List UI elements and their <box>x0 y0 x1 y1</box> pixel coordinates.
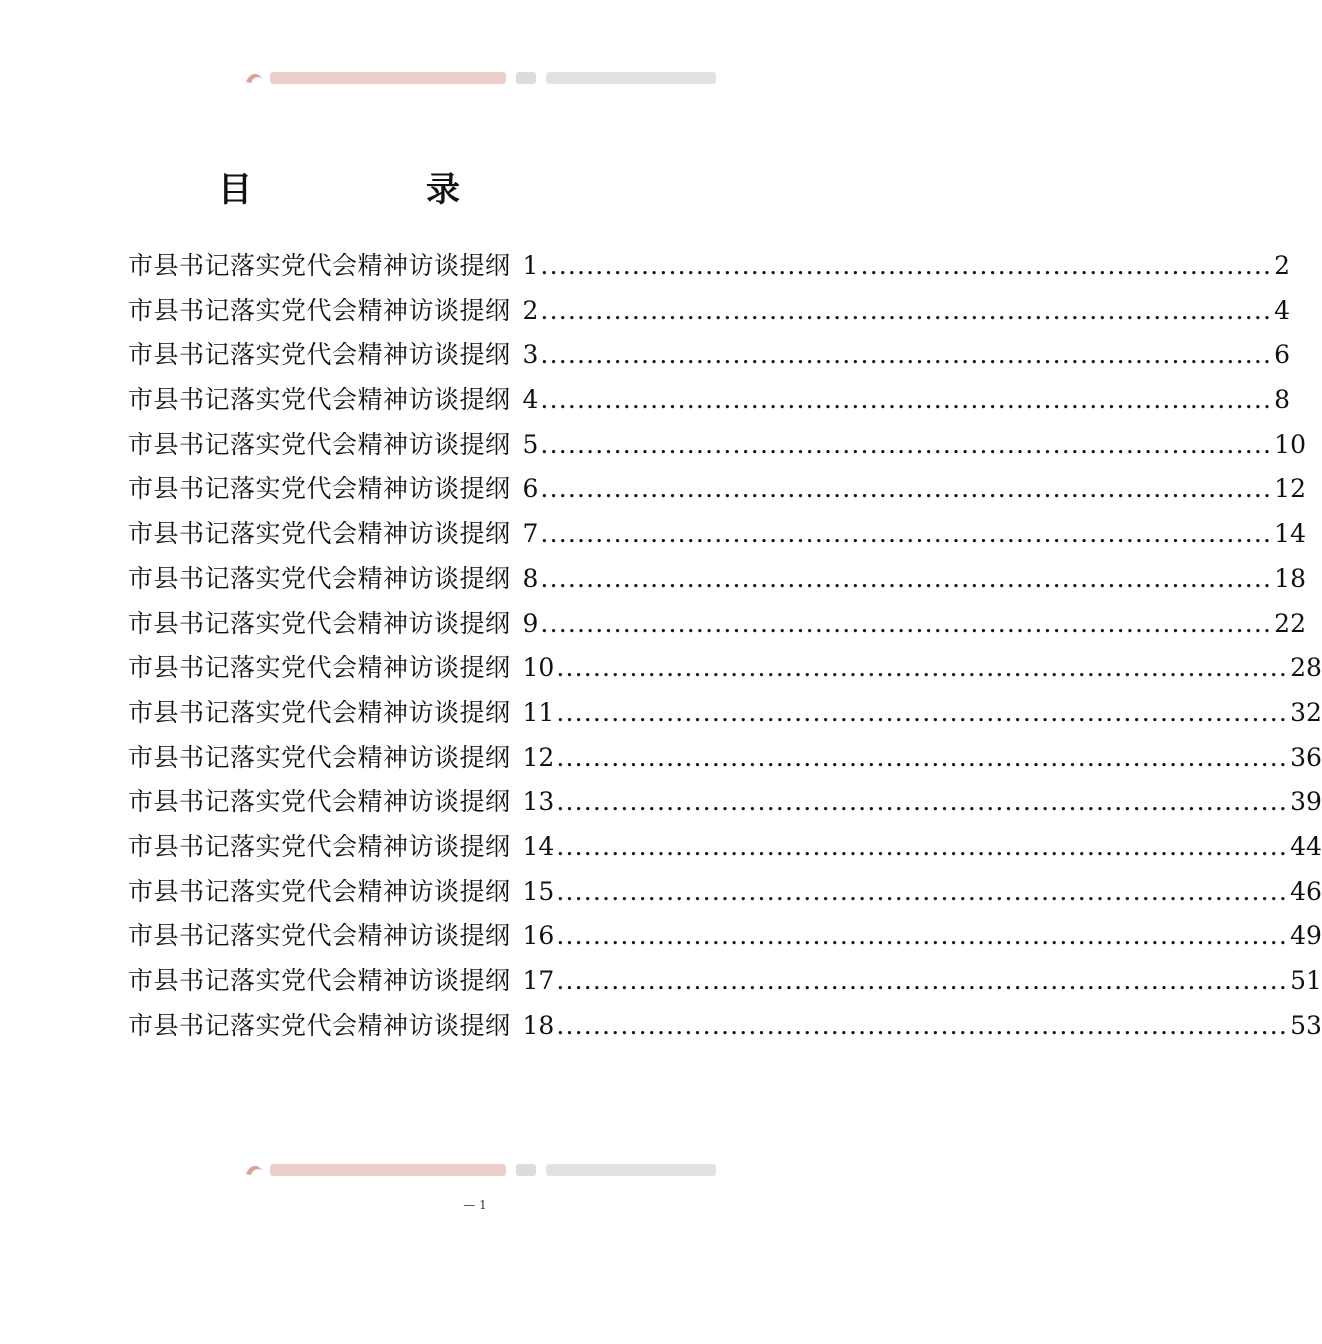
toc-entry-page: 49 <box>1290 921 1322 951</box>
toc-entry[interactable] <box>128 512 1306 557</box>
swirl-logo-icon <box>244 70 266 86</box>
toc-entry[interactable] <box>128 691 1322 736</box>
toc-entry-page: 18 <box>1274 563 1306 593</box>
watermark-text-block <box>516 1164 536 1176</box>
toc-dot-leader: ................................................................................ <box>540 519 1273 549</box>
toc-dot-leader: ................................................................................ <box>540 563 1273 593</box>
toc-entry-number: 18 <box>522 1010 555 1040</box>
toc-entry-title: 市县书记落实党代会精神访谈提纲 <box>128 653 511 683</box>
toc-entry-number: 11 <box>522 697 555 727</box>
toc-entry-title: 市县书记落实党代会精神访谈提纲 <box>128 474 511 504</box>
toc-entry-page: 12 <box>1274 474 1306 504</box>
toc-entry-title: 市县书记落实党代会精神访谈提纲 <box>128 697 511 727</box>
toc-entry-page: 32 <box>1290 697 1322 727</box>
toc-entry-page: 10 <box>1274 429 1306 459</box>
toc-dot-leader: ................................................................................ <box>556 787 1289 817</box>
toc-dot-leader: ................................................................................ <box>556 831 1289 861</box>
watermark-text-block <box>270 1164 506 1176</box>
toc-entry-page: 44 <box>1290 831 1322 861</box>
toc-entry-number: 15 <box>522 876 555 906</box>
toc-entry-title: 市县书记落实党代会精神访谈提纲 <box>128 429 511 459</box>
toc-entry-number: 17 <box>522 966 555 995</box>
footer-watermark <box>0 1158 950 1180</box>
toc-entry[interactable] <box>128 780 1322 825</box>
toc-entry-number: 1 <box>522 251 539 280</box>
toc-entry[interactable] <box>128 914 1322 959</box>
title-char-2: 录 <box>426 170 460 210</box>
toc-entry-number: 6 <box>522 474 539 504</box>
toc-entry[interactable] <box>128 602 1306 647</box>
toc-entry-title: 市县书记落实党代会精神访谈提纲 <box>128 921 511 951</box>
toc-entry-title: 市县书记落实党代会精神访谈提纲 <box>128 787 511 817</box>
toc-dot-leader: ................................................................................ <box>540 385 1273 415</box>
toc-entry-page: 22 <box>1274 608 1306 638</box>
header-watermark <box>0 66 950 88</box>
toc-entry-number: 5 <box>522 429 539 459</box>
toc-dot-leader: ................................................................................ <box>540 340 1273 370</box>
toc-entry[interactable] <box>128 1004 1322 1049</box>
toc-entry-title: 市县书记落实党代会精神访谈提纲 <box>128 831 511 861</box>
toc-entry-number: 10 <box>522 653 555 683</box>
toc-entry-page: 51 <box>1290 966 1322 995</box>
toc-entry-title: 市县书记落实党代会精神访谈提纲 <box>128 295 511 325</box>
toc-dot-leader: ................................................................................ <box>556 653 1289 683</box>
toc-entry-title: 市县书记落实党代会精神访谈提纲 <box>128 876 511 906</box>
swirl-logo-icon <box>244 1162 266 1178</box>
page-title <box>0 168 950 218</box>
toc-entry-number: 16 <box>522 921 555 951</box>
toc-entry-number: 3 <box>522 340 539 370</box>
toc-entry[interactable] <box>128 378 1291 423</box>
toc-dot-leader: ................................................................................ <box>540 429 1273 459</box>
toc-entry-page: 8 <box>1274 385 1291 415</box>
toc-entry-page: 36 <box>1290 742 1322 772</box>
toc-entry-number: 12 <box>522 742 555 772</box>
toc-entry-title: 市县书记落实党代会精神访谈提纲 <box>128 966 511 995</box>
toc-entry[interactable] <box>128 646 1322 691</box>
toc-entry-page: 6 <box>1274 340 1291 370</box>
toc-dot-leader: ................................................................................ <box>540 608 1273 638</box>
title-char-1: 目 <box>218 170 252 210</box>
toc-entry-page: 2 <box>1274 251 1291 280</box>
toc-entry-number: 14 <box>522 831 555 861</box>
toc-entry[interactable] <box>128 959 1322 1004</box>
toc-entry[interactable] <box>128 736 1322 781</box>
watermark-text-block <box>546 72 716 84</box>
toc-dot-leader: ................................................................................ <box>540 295 1273 325</box>
page-number: — 1 <box>463 1198 487 1212</box>
toc-entry[interactable] <box>128 557 1306 602</box>
toc-entry[interactable] <box>128 825 1322 870</box>
toc-dot-leader: ................................................................................ <box>556 921 1289 951</box>
toc-dot-leader: ................................................................................ <box>540 251 1273 280</box>
toc-entry-title: 市县书记落实党代会精神访谈提纲 <box>128 519 511 549</box>
toc-entry-number: 2 <box>522 295 539 325</box>
toc-entry[interactable] <box>128 423 1306 468</box>
watermark-text-block <box>270 72 506 84</box>
toc-entry-page: 39 <box>1290 787 1322 817</box>
toc-dot-leader: ................................................................................ <box>556 742 1289 772</box>
toc-entry[interactable] <box>128 467 1306 512</box>
toc-dot-leader: ................................................................................ <box>556 697 1289 727</box>
toc-entry-title: 市县书记落实党代会精神访谈提纲 <box>128 251 511 280</box>
toc-entry-title: 市县书记落实党代会精神访谈提纲 <box>128 385 511 415</box>
toc-dot-leader: ................................................................................ <box>556 1010 1289 1040</box>
toc-entry-page: 28 <box>1290 653 1322 683</box>
toc-dot-leader: ................................................................................ <box>556 966 1289 995</box>
toc-entry[interactable] <box>128 289 1291 334</box>
toc-entry-title: 市县书记落实党代会精神访谈提纲 <box>128 563 511 593</box>
table-of-contents <box>128 244 1322 1048</box>
toc-entry[interactable] <box>128 244 1291 289</box>
toc-entry-title: 市县书记落实党代会精神访谈提纲 <box>128 742 511 772</box>
watermark-text-block <box>546 1164 716 1176</box>
toc-entry-title: 市县书记落实党代会精神访谈提纲 <box>128 1010 511 1040</box>
toc-entry[interactable] <box>128 333 1291 378</box>
watermark-text-block <box>516 72 536 84</box>
toc-entry-number: 13 <box>522 787 555 817</box>
toc-entry-number: 9 <box>522 608 539 638</box>
toc-entry-title: 市县书记落实党代会精神访谈提纲 <box>128 608 511 638</box>
toc-entry[interactable] <box>128 870 1322 915</box>
toc-entry-number: 4 <box>522 385 539 415</box>
toc-entry-page: 14 <box>1274 519 1306 549</box>
toc-entry-page: 46 <box>1290 876 1322 906</box>
toc-entry-title: 市县书记落实党代会精神访谈提纲 <box>128 340 511 370</box>
toc-dot-leader: ................................................................................ <box>556 876 1289 906</box>
toc-entry-page: 53 <box>1290 1010 1322 1040</box>
toc-entry-number: 7 <box>522 519 539 549</box>
toc-dot-leader: ................................................................................ <box>540 474 1273 504</box>
toc-entry-page: 4 <box>1274 295 1291 325</box>
toc-entry-number: 8 <box>522 563 539 593</box>
